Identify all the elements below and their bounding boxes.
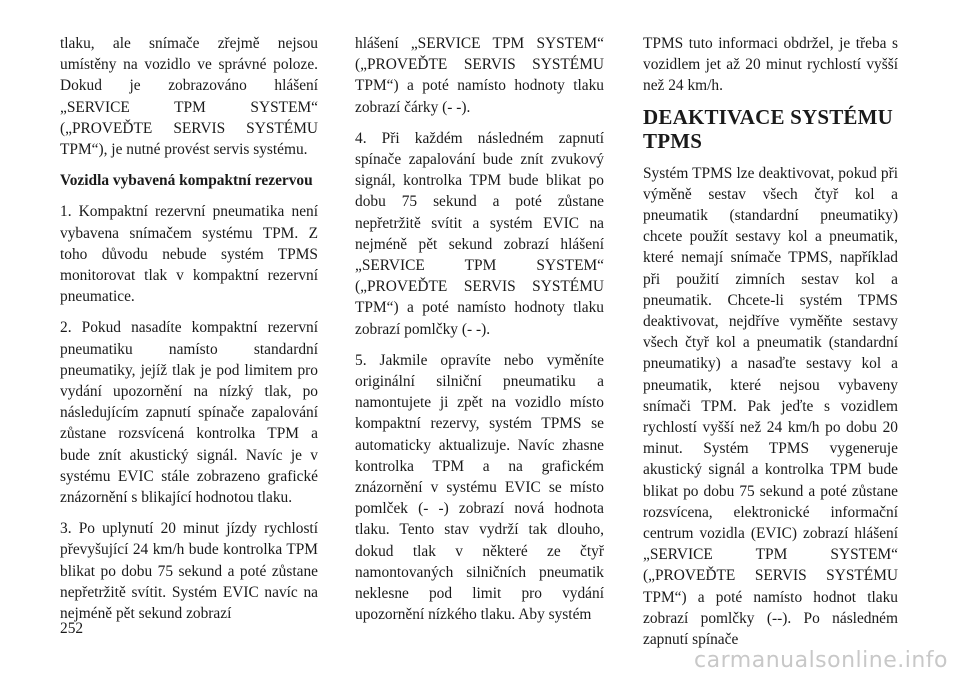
section-heading — [643, 105, 898, 153]
section-heading-line-1: DEAKTIVACE SYSTÉMU — [643, 104, 894, 129]
page-number: 252 — [60, 620, 84, 637]
paragraph-intro: tlaku, ale snímače zřejmě nejsou umístěny na vozidlo ve správné poloze. Dokud je zobrazováno hlášení „SERVICE TPM SYSTEM“ („PROVEĎTE SERVIS SYSTÉMU TPM“), je nutné provést servis systému. — [60, 35, 318, 159]
paragraph-deactivation: Systém TPMS lze deaktivovat, pokud při výměně sestav všech čtyř kol a pneumatik (standardní pneumatiky) chcete použít sestavy kol a pneumatik, které nemají snímače TPMS, například při použití zimních sestav kol a pneumatik. Chcete-li systém TPMS deaktivovat, nejdříve vyměňte sestavy všech čtyř kol a pneumatik (standardní pneumatiky) a nasaďte sestavy kol a pneumatik, které nejsou vybaveny snímači TPM. Pak jeďte s vozidlem rychlostí vyšší než 24 km/h po dobu 20 minut. Systém TPMS vygeneruje akustický signál a kontrolka TPM bude blikat po dobu 75 sekund a poté zůstane rozsvícena, elektronické informační centrum vozidla (EVIC) zobrazí hlášení „SERVICE TPM SYSTEM“ („PROVEĎTE SERVIS SYSTÉMU TPM“) a poté namísto hodnot tlaku zobrazí pomlčky (--). Po následném zapnutí spínače — [643, 164, 898, 649]
paragraph-step-4: 4. Při každém následném zapnutí spínače zapalování bude znít zvukový signál, kontrolka TPM bude blikat po dobu 75 sekund a poté zůstane nepřetržitě svítit a systém EVIC na nejméně pět sekund zobrazí hlášení „SERVICE TPM SYSTEM“ („PROVEĎTE SERVIS SYSTÉMU TPM“) a poté namísto hodnoty tlaku zobrazí pomlčky (- -). — [355, 129, 604, 338]
subheading-compact-spare: Vozidla vybavená kompaktní rezervou — [60, 172, 313, 190]
paragraph-step-2: 2. Pokud nasadíte kompaktní rezervní pneumatiku namísto standardní pneumatiky, jejíž tlak je pod limitem pro vydání upozornění na nízký tlak, po následujícím zapnutí spínače zapalování zůstane rozsvícená kontrolka TPM a bude znít akustický signál. Navíc je v systému EVIC stále zobrazeno grafické znázornění s blikající hodnotou tlaku. — [60, 319, 318, 507]
column-right — [643, 33, 898, 660]
paragraph-step-3-cont: hlášení „SERVICE TPM SYSTEM“ („PROVEĎTE SERVIS SYSTÉMU TPM“) a poté namísto hodnoty tlaku zobrazí čárky (- -). — [355, 35, 604, 116]
column-middle — [355, 33, 604, 635]
column-left — [60, 33, 318, 634]
paragraph-step-5: 5. Jakmile opravíte nebo vyměníte originální silniční pneumatiku a namontujete ji zpět na vozidlo místo kompaktní rezervy, systém TPMS se automaticky aktualizuje. Navíc zhasne kontrolka TPM a na grafickém znázornění v systému EVIC se místo pomlček (- -) zobrazí nová hodnota tlaku. Tento stav vydrží tak dlouho, dokud tlak v některé ze čtyř namontovaných silničních pneumatik neklesne pod limit pro vydání upozornění nízkého tlaku. Aby systém — [355, 351, 604, 624]
watermark: carmanualsonline.info — [694, 648, 948, 673]
section-heading-line-2: TPMS — [643, 128, 703, 153]
paragraph-step-1: 1. Kompaktní rezervní pneumatika není vybavena snímačem systému TPM. Z toho důvodu nebude systém TPMS monitorovat tlak v kompaktní rezervní pneumatice. — [60, 203, 318, 306]
paragraph-step-3: 3. Po uplynutí 20 minut jízdy rychlostí převyšující 24 km/h bude kontrolka TPM blikat po dobu 75 sekund a poté zůstane nepřetržitě svítit. Systém EVIC navíc na nejméně pět sekund zobrazí — [60, 520, 318, 623]
paragraph-step-5-cont: TPMS tuto informaci obdržel, je třeba s vozidlem jet až 20 minut rychlostí vyšší než 24 km/h. — [643, 35, 898, 95]
